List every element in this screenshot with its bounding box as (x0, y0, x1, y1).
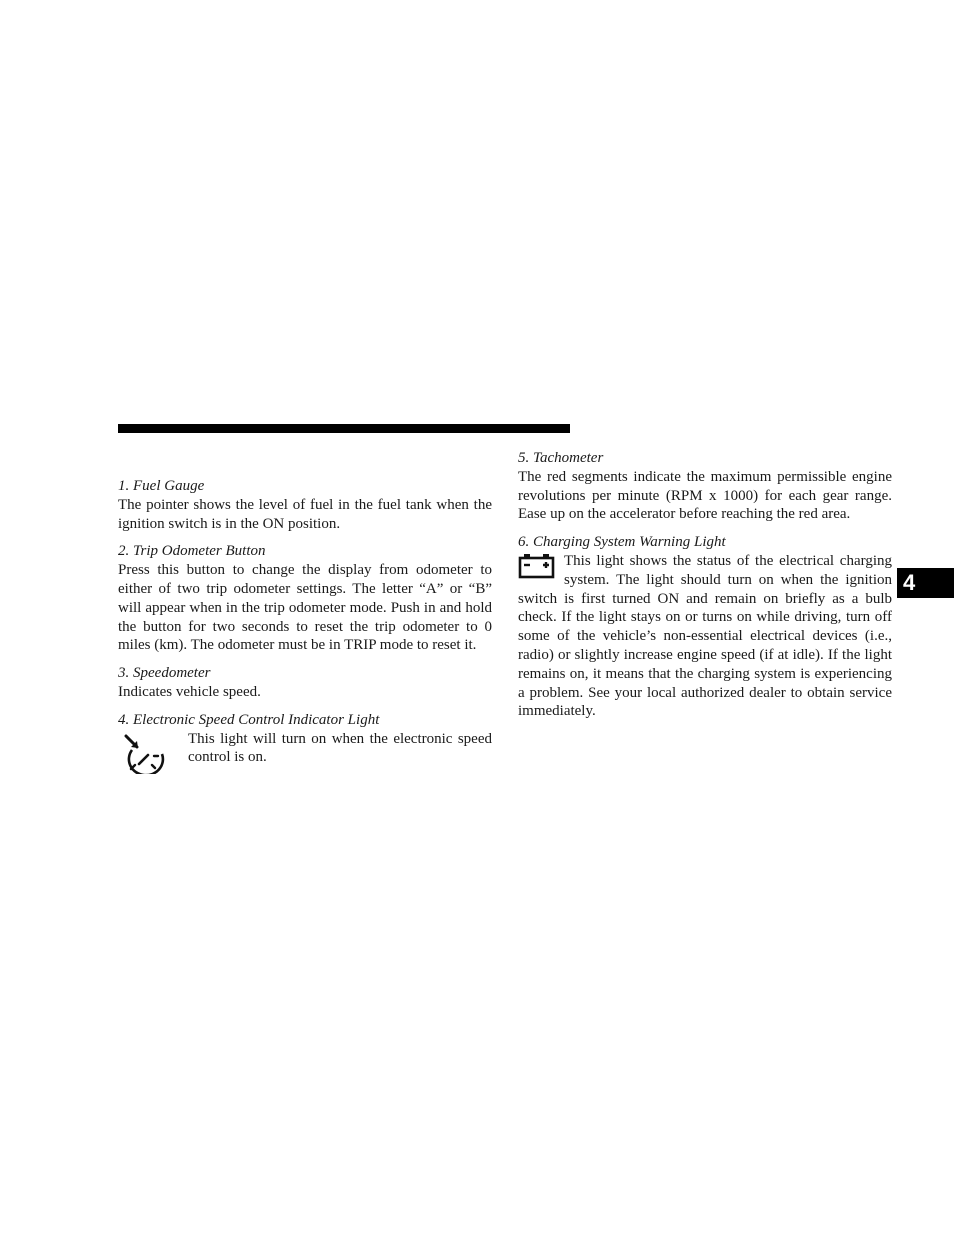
section-rule (118, 424, 570, 433)
charging-system-text: This light shows the status of the electrical charging system. The light should turn on when the ignition switch is first turned ON and remain on briefly as a bulb check. If the light stays on or turns on while driving, turn off some of the vehicle’s non-essential electrical devices (i.e., radio) or slightly increase engine speed (if at idle). If the light remains on, it means that the charging system is experiencing a problem. See your local authorized dealer to obtain service immediately. (518, 552, 892, 720)
right-column (518, 449, 892, 721)
speed-control-icon (122, 732, 176, 774)
speedometer-text: Indicates vehicle speed. (118, 683, 261, 700)
tachometer-text: The red segments indicate the maximum permissible engine revolutions per minute (RPM x 1000) for each gear range. Ease up on the accelerator before reaching the red area. (518, 468, 892, 523)
fuel-gauge-heading: 1. Fuel Gauge (118, 478, 205, 494)
fuel-gauge-text: The pointer shows the level of fuel in the fuel tank when the ignition switch is in the ON position. (118, 496, 492, 532)
charging-system-heading: 6. Charging System Warning Light (518, 534, 726, 551)
speed-control-heading: 4. Electronic Speed Control Indicator Light (118, 711, 380, 728)
left-column (118, 477, 492, 774)
speed-control-text: This light will turn on when the electronic speed control is on. (188, 730, 492, 766)
speedometer-heading: 3. Speedometer (118, 665, 211, 682)
chapter-tab (897, 568, 954, 598)
battery-icon (518, 552, 556, 580)
trip-odometer-heading: 2. Trip Odometer Button (118, 543, 266, 560)
chapter-number: 4 (903, 570, 916, 595)
trip-odometer-text: Press this button to change the display from odometer to either of two trip odometer settings. The letter “A” or “B” will appear when in the trip odometer mode. Push in and hold the button for two seconds to reset the trip odometer to 0 miles (km). The odometer must be in TRIP mode to reset it. (118, 562, 492, 654)
tachometer-heading: 5. Tachometer (518, 450, 604, 466)
